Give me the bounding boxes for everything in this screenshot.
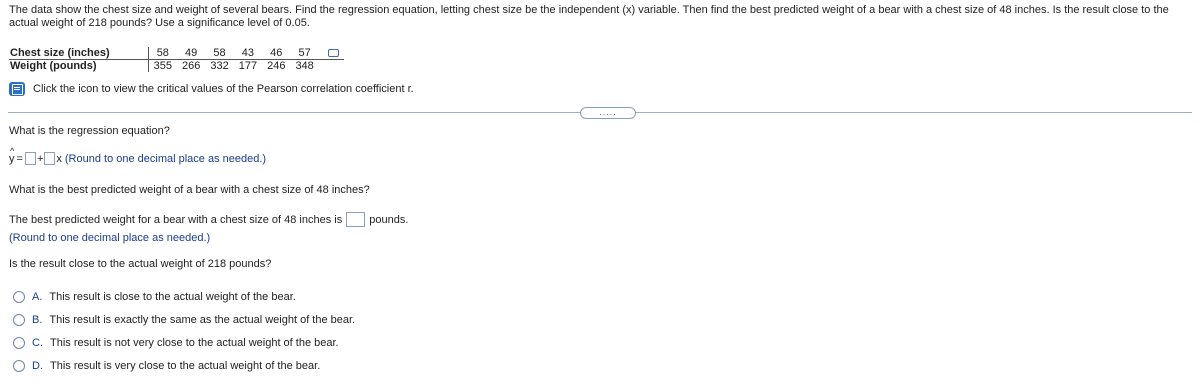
- rounding-hint: (Round to one decimal place as needed.): [64, 152, 267, 165]
- table-cell: 246: [267, 60, 286, 72]
- option-text: This result is exactly the same as the actual weight of the bear.: [49, 313, 356, 326]
- critical-values-link[interactable]: [9, 82, 414, 96]
- table-cell: 57: [290, 47, 318, 60]
- problem-statement: The data show the chest size and weight of several bears. Find the regression equation, letting chest size be the independent (x) variable. Then find the best predicted weight of a bear with a chest size of 48 inches. Is the result close to the actual weight of 218 pounds? Use a significance level of 0.05.: [9, 4, 1169, 29]
- option-d[interactable]: [13, 360, 355, 371]
- plus-sign: +: [36, 152, 44, 165]
- table-cell: 177: [238, 60, 258, 72]
- option-text: This result is very close to the actual weight of the bear.: [50, 359, 321, 372]
- equals-sign: =: [16, 152, 23, 165]
- critical-values-text: Click the icon to view the critical values of the Pearson correlation coefficient r.: [33, 83, 414, 95]
- regression-equation-row: [9, 152, 266, 165]
- intercept-input[interactable]: [25, 152, 36, 165]
- table-cell: 332: [210, 60, 229, 72]
- table-row: [9, 60, 344, 73]
- slope-input[interactable]: [44, 152, 55, 165]
- option-a[interactable]: [13, 291, 355, 302]
- y-hat-symbol: ^ y: [9, 153, 15, 165]
- copy-data-cell[interactable]: [319, 47, 344, 60]
- option-letter: B.: [32, 313, 43, 326]
- option-letter: C.: [32, 336, 43, 349]
- data-table: [9, 47, 344, 72]
- question-regression: What is the regression equation?: [9, 125, 170, 137]
- prediction-suffix: pounds.: [369, 213, 409, 226]
- more-button[interactable]: .....: [580, 107, 636, 119]
- table-icon[interactable]: [9, 82, 25, 96]
- option-c[interactable]: [13, 337, 355, 348]
- rounding-hint: (Round to one decimal place as needed.): [9, 232, 211, 244]
- question-comparison: Is the result close to the actual weight of 218 pounds?: [9, 258, 272, 270]
- option-letter: D.: [32, 359, 43, 372]
- table-cell-empty: [319, 60, 344, 73]
- option-text: This result is close to the actual weight of the bear.: [49, 290, 296, 303]
- radio-button[interactable]: [13, 360, 25, 372]
- prediction-answer-row: [9, 212, 408, 227]
- copy-data-icon[interactable]: [328, 49, 339, 57]
- table-cell: 58: [148, 47, 177, 60]
- row-label-chest: Chest size (inches): [9, 47, 148, 60]
- table-row: [9, 47, 344, 60]
- answer-options: [13, 291, 355, 383]
- option-letter: A.: [32, 290, 43, 303]
- row-label-weight: Weight (pounds): [9, 60, 148, 73]
- table-cell: 348: [295, 60, 314, 72]
- table-cell: 46: [262, 47, 290, 60]
- radio-button[interactable]: [13, 291, 25, 303]
- table-cell: 58: [205, 47, 233, 60]
- x-variable: x: [56, 152, 62, 165]
- radio-button[interactable]: [13, 337, 25, 349]
- radio-button[interactable]: [13, 314, 25, 326]
- table-cell: 266: [182, 60, 201, 72]
- option-b[interactable]: [13, 314, 355, 325]
- prediction-prefix: The best predicted weight for a bear with a chest size of 48 inches is: [9, 213, 343, 226]
- question-prediction: What is the best predicted weight of a bear with a chest size of 48 inches?: [9, 184, 370, 196]
- predicted-weight-input[interactable]: [346, 212, 365, 227]
- table-cell: 49: [177, 47, 205, 60]
- option-text: This result is not very close to the actual weight of the bear.: [50, 336, 339, 349]
- table-cell: 355: [153, 60, 172, 72]
- table-cell: 43: [234, 47, 262, 60]
